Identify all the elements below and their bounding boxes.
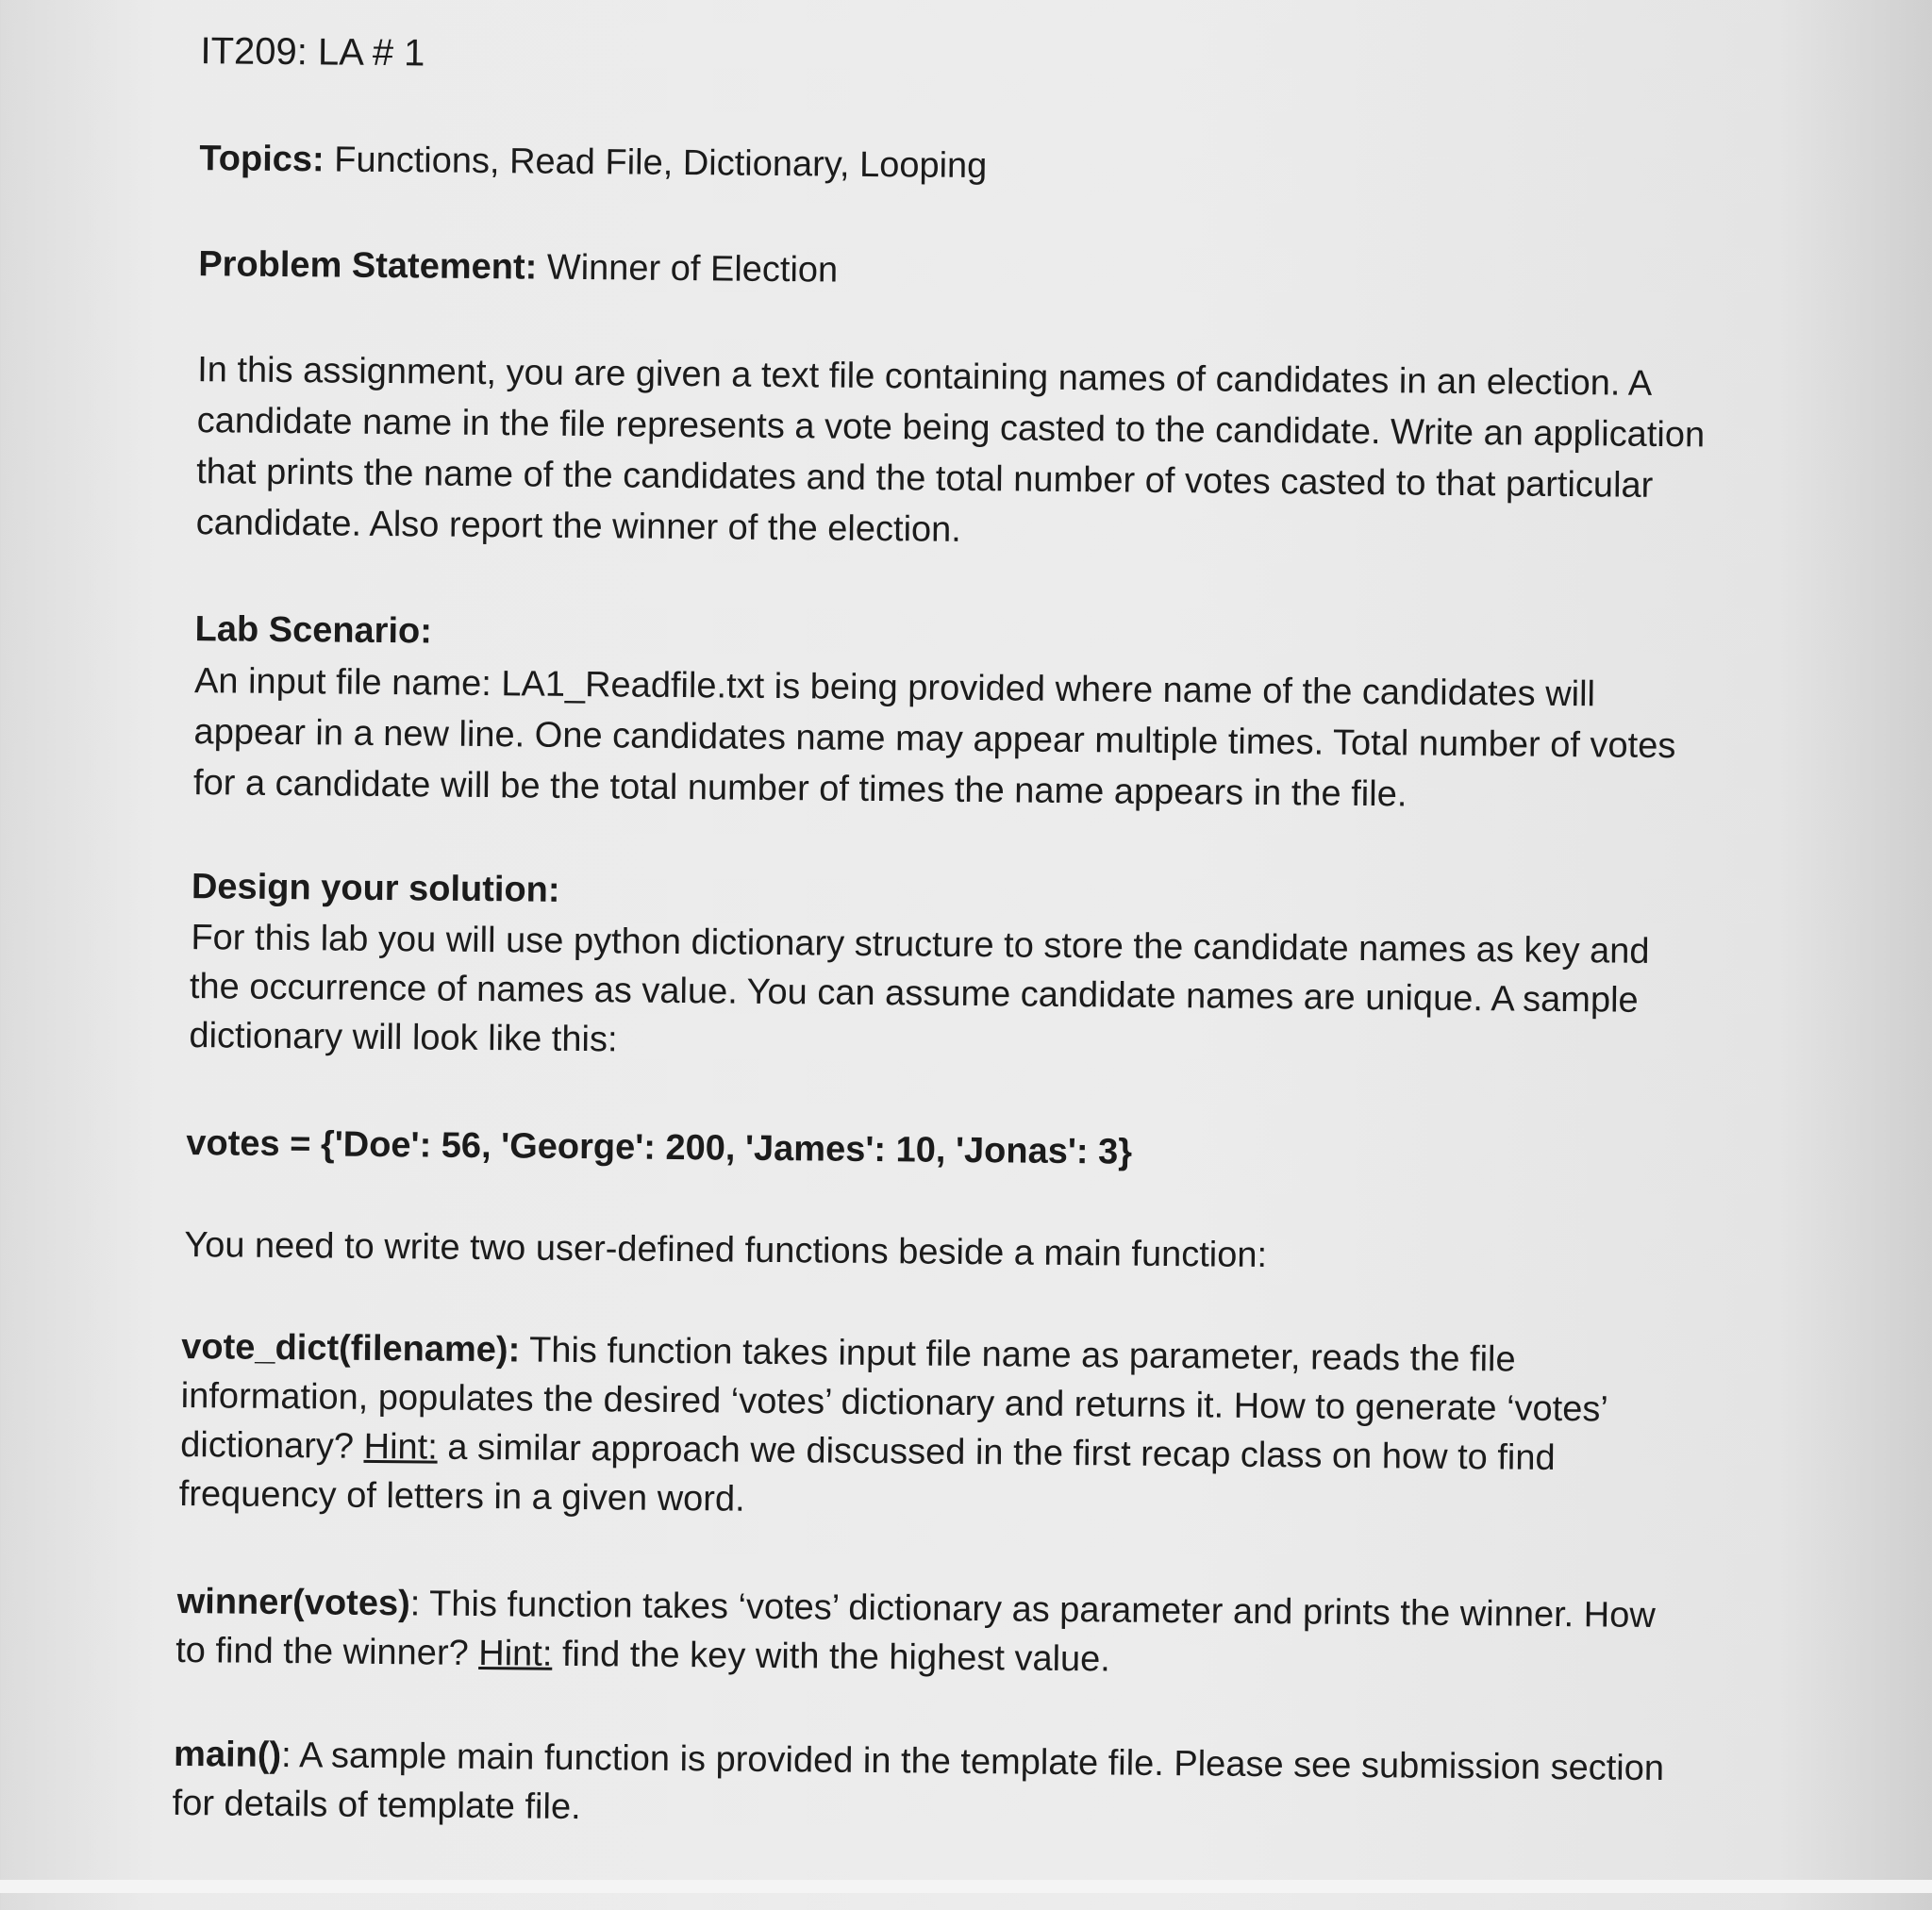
topics-label: Topics: [199,139,325,180]
vote-dict-label: vote_dict(filename): [181,1326,521,1370]
functions-intro: You need to write two user-defined functions beside a main function: [184,1225,1268,1276]
problem-text: Winner of Election [537,247,839,291]
design-line: the occurrence of names as value. You can assume candidate names are unique. A sample [189,967,1639,1021]
topics-text: Functions, Read File, Dictionary, Looping [324,140,988,187]
document-title: IT209: LA # 1 [200,30,425,75]
design-line: dictionary will look like this: [189,1016,618,1060]
sample-dictionary: votes = {'Doe': 56, 'George': 200, 'James': 10, 'Jonas': 3} [186,1123,1133,1172]
lab-line: appear in a new line. One candidates name may appear multiple times. Total number of votes [193,712,1676,767]
lab-line: An input file name: LA1_Readfile.txt is being provided where name of the candidates will [193,661,1596,715]
intro-line: candidate name in the file represents a vote being casted to the candidate. Write an application [196,401,1706,456]
vote-dict-line: dictionary? Hint: a similar approach we discussed in the first recap class on how to find [180,1424,1556,1478]
intro-line: that prints the name of the candidates and the total number of votes casted to that particular [195,452,1654,506]
main-line: for details of template file. [172,1783,581,1828]
intro-line: In this assignment, you are given a text file containing names of candidates in an election. A [197,350,1653,404]
winner-line: to find the winner? Hint: find the key with the highest value. [175,1630,1111,1680]
problem-label: Problem Statement: [198,244,538,288]
hint-label: Hint: [363,1426,438,1468]
winner-line: winner(votes): This function takes ‘votes’ dictionary as parameter and prints the winner. How [176,1581,1656,1636]
design-line: For this lab you will use python dictionary structure to store the candidate names as key and [191,918,1650,972]
winner-label: winner(votes) [176,1581,410,1624]
topics-line [199,138,987,187]
design-heading: Design your solution: [191,867,560,910]
lab-heading: Lab Scenario: [194,609,433,652]
lab-line: for a candidate will be the total number of times the name appears in the file. [192,763,1407,815]
vote-dict-line: vote_dict(filename): This function takes input file name as parameter, reads the file [181,1326,1516,1380]
hint-label: Hint: [478,1634,553,1674]
main-label: main() [173,1734,282,1776]
vote-dict-line: information, populates the desired ‘votes’ dictionary and returns it. How to generate ‘votes’ [180,1375,1609,1430]
problem-line [198,243,838,291]
vote-dict-line: frequency of letters in a given word. [178,1473,745,1520]
main-line: main(): A sample main function is provided in the template file. Please see submission section [173,1734,1665,1789]
intro-line: candidate. Also report the winner of the election. [195,503,962,550]
page-bottom-edge [0,1880,1932,1893]
